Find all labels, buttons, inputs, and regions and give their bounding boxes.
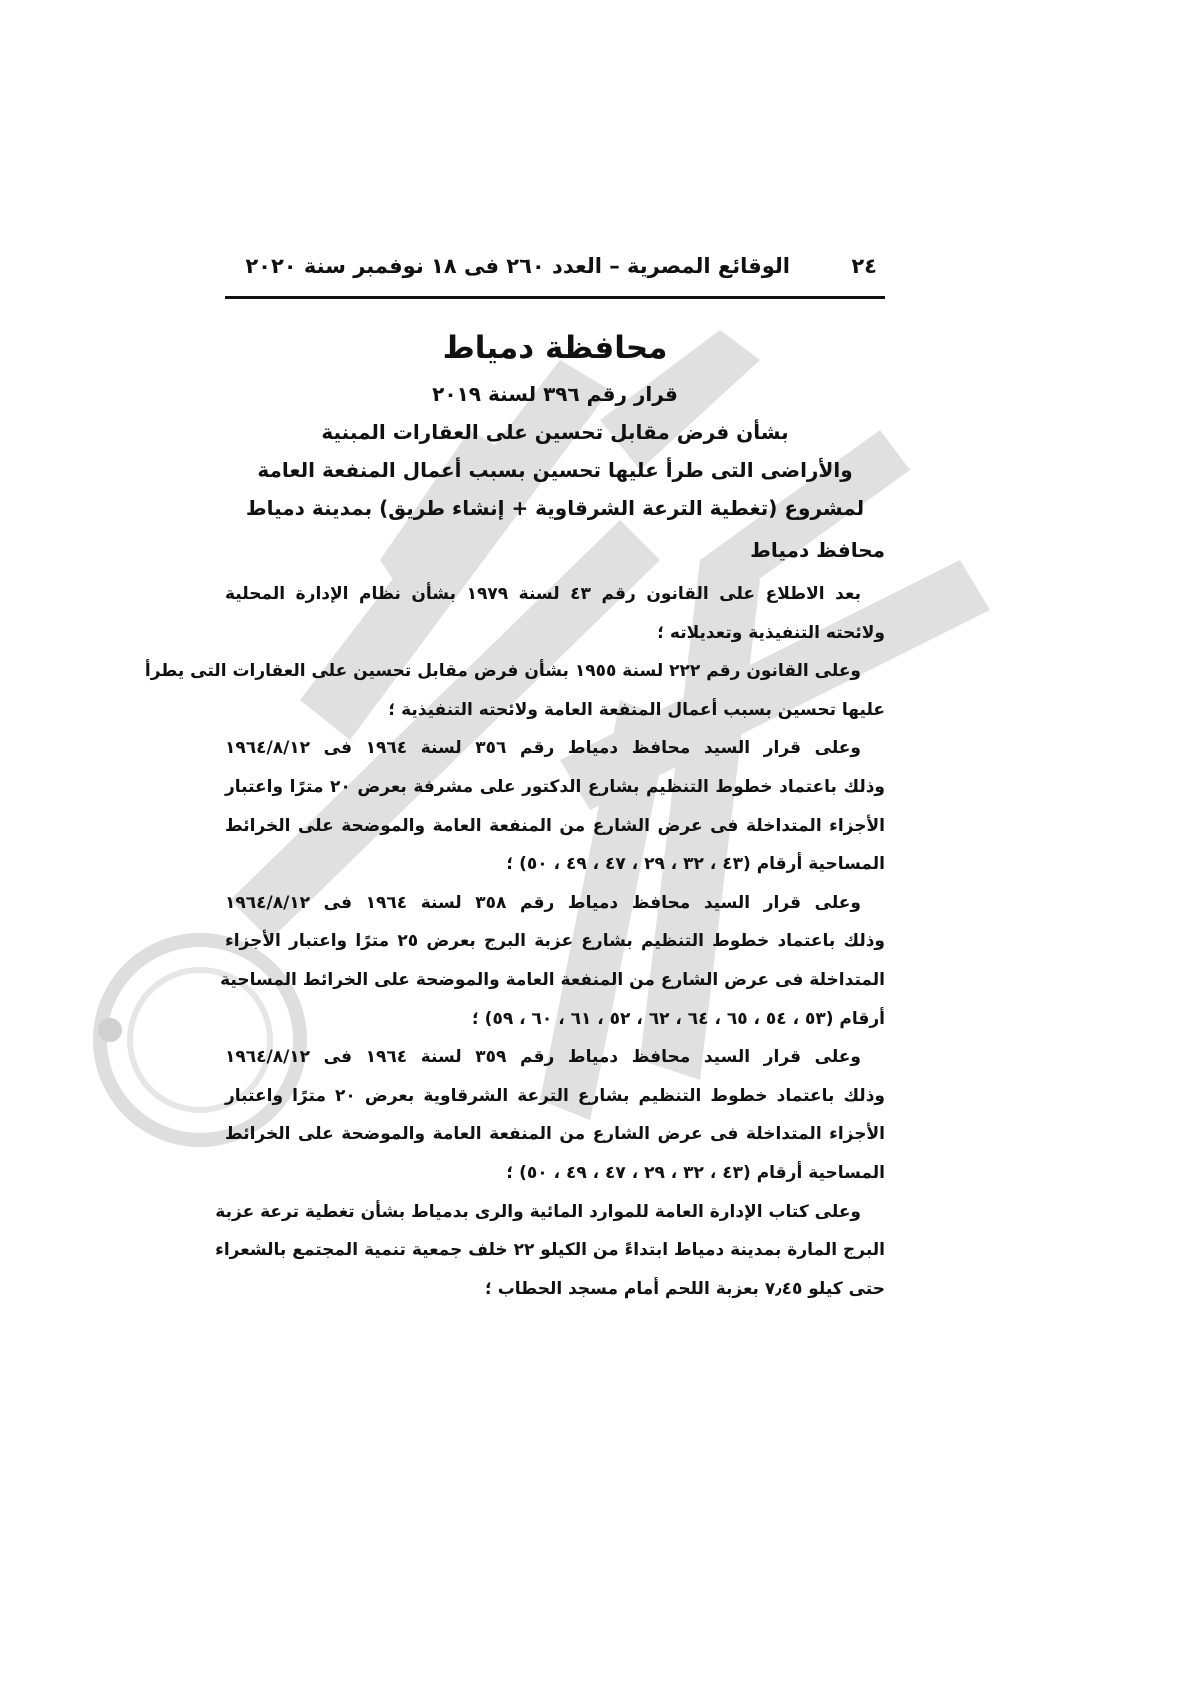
text-line: وذلك باعتماد خطوط التنظيم بشارع الدكتور على مشرفة بعرض ٢٠ مترًا واعتبار [225, 776, 885, 797]
text-line: الأجزاء المتداخلة فى عرض الشارع من المنفعة العامة والموضحة على الخرائط [225, 815, 885, 836]
decree-number: قرار رقم ٣٩٦ لسنة ٢٠١٩ [432, 382, 678, 406]
decree-subject-line-3: لمشروع (تغطية الترعة الشرقاوية + إنشاء طريق) بمدينة دمياط [245, 496, 865, 520]
text-line: المساحية أرقام (٤٣ ، ٣٢ ، ٢٩ ، ٤٧ ، ٤٩ ، ٥٠) ؛ [506, 1162, 885, 1183]
decree-subject-line-1: بشأن فرض مقابل تحسين على العقارات المبنية [321, 420, 789, 444]
text-line: ولائحته التنفيذية وتعديلاته ؛ [657, 622, 885, 643]
paragraph [144, 652, 885, 729]
text-line: وعلى قرار السيد محافظ دمياط رقم ٣٥٦ لسنة ١٩٦٤ فى ١٩٦٤/٨/١٢ [225, 738, 861, 759]
page-number: ٢٤ [851, 254, 877, 278]
paragraph [225, 1038, 885, 1192]
text-line: حتى كيلو ٧٫٤٥ بعزبة اللحم أمام مسجد الحطاب ؛ [484, 1278, 885, 1299]
text-line: المساحية أرقام (٤٣ ، ٣٢ ، ٢٩ ، ٤٧ ، ٤٩ ، ٥٠) ؛ [506, 854, 885, 875]
text-line: بعد الاطلاع على القانون رقم ٤٣ لسنة ١٩٧٩ بشأن نظام الإدارة المحلية [225, 584, 861, 604]
text-line: وعلى قرار السيد محافظ دمياط رقم ٣٥٩ لسنة ١٩٦٤ فى ١٩٦٤/٨/١٢ [225, 1047, 861, 1068]
publication-title: الوقائع المصرية – العدد ٢٦٠ فى ١٨ نوفمبر سنة ٢٠٢٠ [245, 254, 790, 278]
text-line: وذلك باعتماد خطوط التنظيم بشارع الترعة الشرقاوية بعرض ٢٠ مترًا واعتبار [225, 1085, 885, 1106]
text-line: وعلى كتاب الإدارة العامة للموارد المائية والرى بدمياط بشأن تغطية ترعة عزبة [215, 1201, 861, 1222]
text-line: البرج المارة بمدينة دمياط ابتداءً من الكيلو ٢٢ خلف جمعية تنمية المجتمع بالشعراء [215, 1240, 885, 1261]
paragraph [225, 575, 885, 652]
text-line: المتداخلة فى عرض الشارع من المنفعة العامة والموضحة على الخرائط المساحية [220, 969, 885, 990]
header-rule [225, 296, 885, 299]
issuer-heading: محافظ دمياط [750, 538, 885, 562]
paragraph [220, 884, 886, 1038]
text-line: الأجزاء المتداخلة فى عرض الشارع من المنفعة العامة والموضحة على الخرائط [225, 1124, 885, 1145]
page-header [225, 254, 885, 290]
document-body [144, 575, 886, 1308]
text-line: وعلى القانون رقم ٢٢٢ لسنة ١٩٥٥ بشأن فرض مقابل تحسين على العقارات التى يطرأ [144, 661, 861, 682]
decree-subject-line-2: والأراضى التى طرأ عليها تحسين بسبب أعمال المنفعة العامة [257, 458, 853, 482]
text-line: أرقام (٥٣ ، ٥٤ ، ٦٥ ، ٦٤ ، ٦٢ ، ٥٢ ، ٦١ ، ٦٠ ، ٥٩) ؛ [471, 1008, 885, 1029]
paragraph [215, 1193, 885, 1309]
text-line: وعلى قرار السيد محافظ دمياط رقم ٣٥٨ لسنة ١٩٦٤ فى ١٩٦٤/٨/١٢ [225, 892, 861, 913]
document-title: محافظة دمياط [442, 330, 668, 366]
text-line: وذلك باعتماد خطوط التنظيم بشارع عزبة البرج بعرض ٢٥ مترًا واعتبار الأجزاء [225, 931, 886, 952]
paragraph [225, 729, 885, 883]
text-line: عليها تحسين بسبب أعمال المنفعة العامة ولائحته التنفيذية ؛ [388, 699, 885, 720]
